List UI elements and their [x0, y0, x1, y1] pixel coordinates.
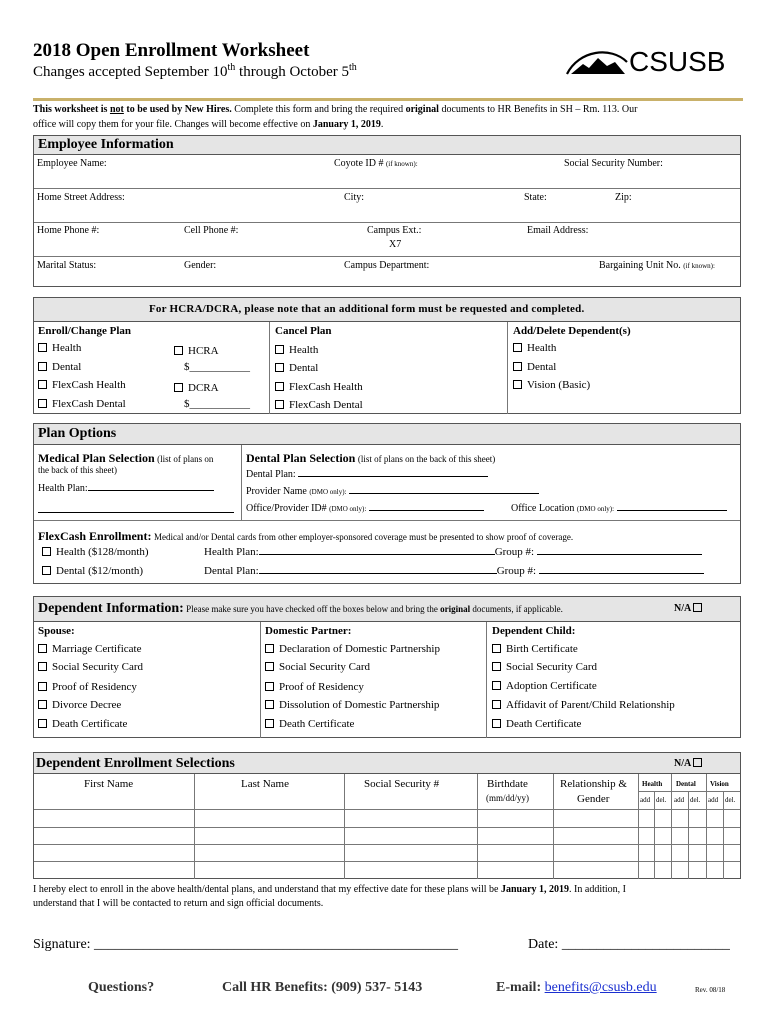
dental-del: del. — [690, 796, 701, 804]
flexcash-dental-plan-field[interactable]: Dental Plan: Group #: — [204, 565, 704, 577]
plan-options-section — [33, 423, 741, 584]
csusb-logo — [565, 44, 735, 78]
partner-dissolution-checkbox[interactable]: Dissolution of Domestic Partnership — [265, 699, 439, 711]
dependent-enrollment-title: Dependent Enrollment Selections — [36, 756, 235, 771]
employee-information-section — [33, 135, 741, 287]
coyote-id-field[interactable]: Coyote ID # (if known): — [334, 158, 418, 169]
spouse-residency-checkbox[interactable]: Proof of Residency — [38, 681, 137, 693]
intro-line-1: This worksheet is not to be used by New Hires. Complete this form and bring the required original documents to HR Benefits in SH – Rm. 113. Our — [33, 104, 638, 115]
dental-plan-selection-title: Dental Plan Selection (list of plans on the back of this sheet) — [246, 451, 496, 465]
office-provider-id-field[interactable]: Office/Provider ID# (DMO only): — [246, 503, 484, 514]
dependent-vision-checkbox[interactable]: Vision (Basic) — [513, 379, 590, 391]
election-statement-line-1: I hereby elect to enroll in the above health/dental plans, and understand that my effective date for these plans will be January 1, 2019. In addition, I — [33, 884, 626, 895]
col-gender: Gender — [577, 793, 610, 805]
child-affidavit-checkbox[interactable]: Affidavit of Parent/Child Relationship — [492, 699, 675, 711]
logo-text: CSUSB — [629, 46, 726, 77]
plan-options-header — [34, 424, 740, 445]
zip-field[interactable]: Zip: — [615, 192, 632, 203]
call-hr-benefits: Call HR Benefits: (909) 537- 5143 — [222, 980, 423, 995]
col-last-name: Last Name — [241, 778, 289, 790]
date-field[interactable]: Date: ________________________ — [528, 937, 730, 952]
hcra-checkbox[interactable]: HCRA — [174, 345, 219, 357]
plan-options-title: Plan Options — [38, 426, 117, 441]
mountain-logo-icon — [565, 44, 629, 78]
home-phone-field[interactable]: Home Phone #: — [37, 225, 100, 236]
campus-department-field[interactable]: Campus Department: — [344, 260, 430, 271]
email-contact: E-mail: benefits@csusb.edu — [496, 980, 657, 995]
enroll-change-title: Enroll/Change Plan — [38, 325, 132, 337]
child-adoption-checkbox[interactable]: Adoption Certificate — [492, 680, 597, 692]
child-death-certificate-checkbox[interactable]: Death Certificate — [492, 718, 581, 730]
domestic-partner-title: Domestic Partner: — [265, 625, 352, 637]
enroll-flexcash-dental-checkbox[interactable]: FlexCash Dental — [38, 398, 126, 410]
health-plan-field[interactable]: Health Plan: — [38, 483, 214, 494]
provider-name-field[interactable]: Provider Name (DMO only): — [246, 486, 539, 497]
page-subtitle: Changes accepted September 10th through October 5th — [33, 62, 357, 80]
col-relationship: Relationship & — [560, 778, 627, 790]
col-vision: Vision — [710, 780, 729, 788]
col-health: Health — [642, 780, 663, 788]
dependent-enrollment-table — [33, 752, 741, 879]
employee-name-field[interactable]: Employee Name: — [37, 158, 107, 169]
revision-label: Rev. 08/18 — [695, 986, 726, 994]
marital-status-field[interactable]: Marital Status: — [37, 260, 97, 271]
campus-ext-field[interactable]: Campus Ext.: — [367, 225, 422, 236]
flexcash-health-plan-field[interactable]: Health Plan: Group #: — [204, 546, 702, 558]
election-statement-line-2: understand that I will be contacted to return and sign official documents. — [33, 898, 324, 909]
flexcash-dental-checkbox[interactable]: Dental ($12/month) — [42, 565, 143, 577]
benefits-email-link[interactable]: benefits@csusb.edu — [544, 980, 657, 995]
health-plan-line-2[interactable] — [38, 512, 234, 513]
campus-ext-value: X7 — [389, 239, 402, 250]
dependent-information-section — [33, 596, 741, 738]
cancel-health-checkbox[interactable]: Health — [275, 344, 318, 356]
questions-label: Questions? — [88, 980, 155, 995]
employee-information-title: Employee Information — [38, 137, 174, 152]
cancel-flexcash-dental-checkbox[interactable]: FlexCash Dental — [275, 399, 363, 411]
cancel-plan-title: Cancel Plan — [275, 325, 332, 337]
dependent-dental-checkbox[interactable]: Dental — [513, 361, 556, 373]
state-field[interactable]: State: — [524, 192, 547, 203]
enroll-flexcash-health-checkbox[interactable]: FlexCash Health — [38, 379, 126, 391]
dental-plan-field[interactable]: Dental Plan: — [246, 469, 488, 480]
city-field[interactable]: City: — [344, 192, 365, 203]
table-row[interactable] — [34, 810, 740, 827]
partner-declaration-checkbox[interactable]: Declaration of Domestic Partnership — [265, 643, 440, 655]
ssn-field[interactable]: Social Security Number: — [564, 158, 663, 169]
dcra-checkbox[interactable]: DCRA — [174, 382, 219, 394]
partner-residency-checkbox[interactable]: Proof of Residency — [265, 681, 364, 693]
hcra-dcra-note-bar — [34, 298, 740, 322]
enroll-dental-checkbox[interactable]: Dental — [38, 361, 81, 373]
cancel-dental-checkbox[interactable]: Dental — [275, 362, 318, 374]
flexcash-enrollment-title: FlexCash Enrollment: Medical and/or Dental cards from other employer-sponsored coverage must be presented to show proof of coverage. — [38, 529, 574, 543]
spouse-title: Spouse: — [38, 625, 75, 637]
dependent-information-na-checkbox[interactable]: N/A — [674, 603, 707, 614]
enroll-health-checkbox[interactable]: Health — [38, 342, 81, 354]
employee-information-header — [34, 136, 740, 155]
child-ssc-checkbox[interactable]: Social Security Card — [492, 661, 597, 673]
medical-plan-note: the back of this sheet) — [38, 465, 117, 475]
partner-death-certificate-checkbox[interactable]: Death Certificate — [265, 718, 354, 730]
hcra-amount-field[interactable]: $___________ — [184, 361, 250, 373]
spouse-ssc-checkbox[interactable]: Social Security Card — [38, 661, 143, 673]
cancel-flexcash-health-checkbox[interactable]: FlexCash Health — [275, 381, 363, 393]
col-dental: Dental — [676, 780, 696, 788]
flexcash-health-checkbox[interactable]: Health ($128/month) — [42, 546, 149, 558]
hcra-dcra-note: For HCRA/DCRA, please note that an additional form must be requested and completed. — [149, 303, 585, 315]
email-field[interactable]: Email Address: — [527, 225, 589, 236]
bargaining-unit-field[interactable]: Bargaining Unit No. (if known): — [599, 260, 715, 271]
vision-add: add — [708, 796, 719, 804]
col-birthdate: Birthdate — [487, 778, 528, 790]
spouse-death-certificate-checkbox[interactable]: Death Certificate — [38, 718, 127, 730]
spouse-divorce-checkbox[interactable]: Divorce Decree — [38, 699, 121, 711]
col-ssn: Social Security # — [364, 778, 440, 790]
table-row[interactable] — [34, 845, 740, 861]
dependent-enrollment-header — [34, 753, 740, 774]
table-row[interactable] — [34, 828, 740, 844]
dependent-health-checkbox[interactable]: Health — [513, 342, 556, 354]
health-add: add — [640, 796, 651, 804]
dependent-child-title: Dependent Child: — [492, 625, 576, 637]
page-title: 2018 Open Enrollment Worksheet — [33, 40, 310, 61]
col-birthdate-format: (mm/dd/yy) — [486, 793, 529, 803]
signature-field[interactable]: Signature: ____________________________________________________ — [33, 937, 459, 952]
health-del: del. — [656, 796, 667, 804]
header-divider — [33, 98, 743, 101]
plan-changes-section — [33, 297, 741, 414]
dependent-enrollment-na-checkbox[interactable]: N/A — [674, 758, 707, 769]
cell-phone-field[interactable]: Cell Phone #: — [184, 225, 239, 236]
gender-field[interactable]: Gender: — [184, 260, 217, 271]
dental-add: add — [674, 796, 685, 804]
vision-del: del. — [725, 796, 736, 804]
medical-plan-selection-title: Medical Plan Selection (list of plans on — [38, 451, 214, 465]
add-delete-dependents-title: Add/Delete Dependent(s) — [513, 325, 631, 337]
dependent-information-header — [34, 597, 740, 622]
dcra-amount-field[interactable]: $___________ — [184, 398, 250, 410]
partner-ssc-checkbox[interactable]: Social Security Card — [265, 661, 370, 673]
table-row[interactable] — [34, 862, 740, 879]
spouse-marriage-certificate-checkbox[interactable]: Marriage Certificate — [38, 643, 141, 655]
col-first-name: First Name — [84, 778, 134, 790]
office-location-field[interactable]: Office Location (DMO only): — [511, 503, 727, 514]
intro-line-2: office will copy them for your file. Changes will become effective on January 1, 2019. — [33, 119, 384, 130]
dependent-information-title: Dependent Information: Please make sure you have checked off the boxes below and bring the original documents, if applicable. — [38, 601, 563, 616]
home-address-field[interactable]: Home Street Address: — [37, 192, 125, 203]
child-birth-certificate-checkbox[interactable]: Birth Certificate — [492, 643, 578, 655]
